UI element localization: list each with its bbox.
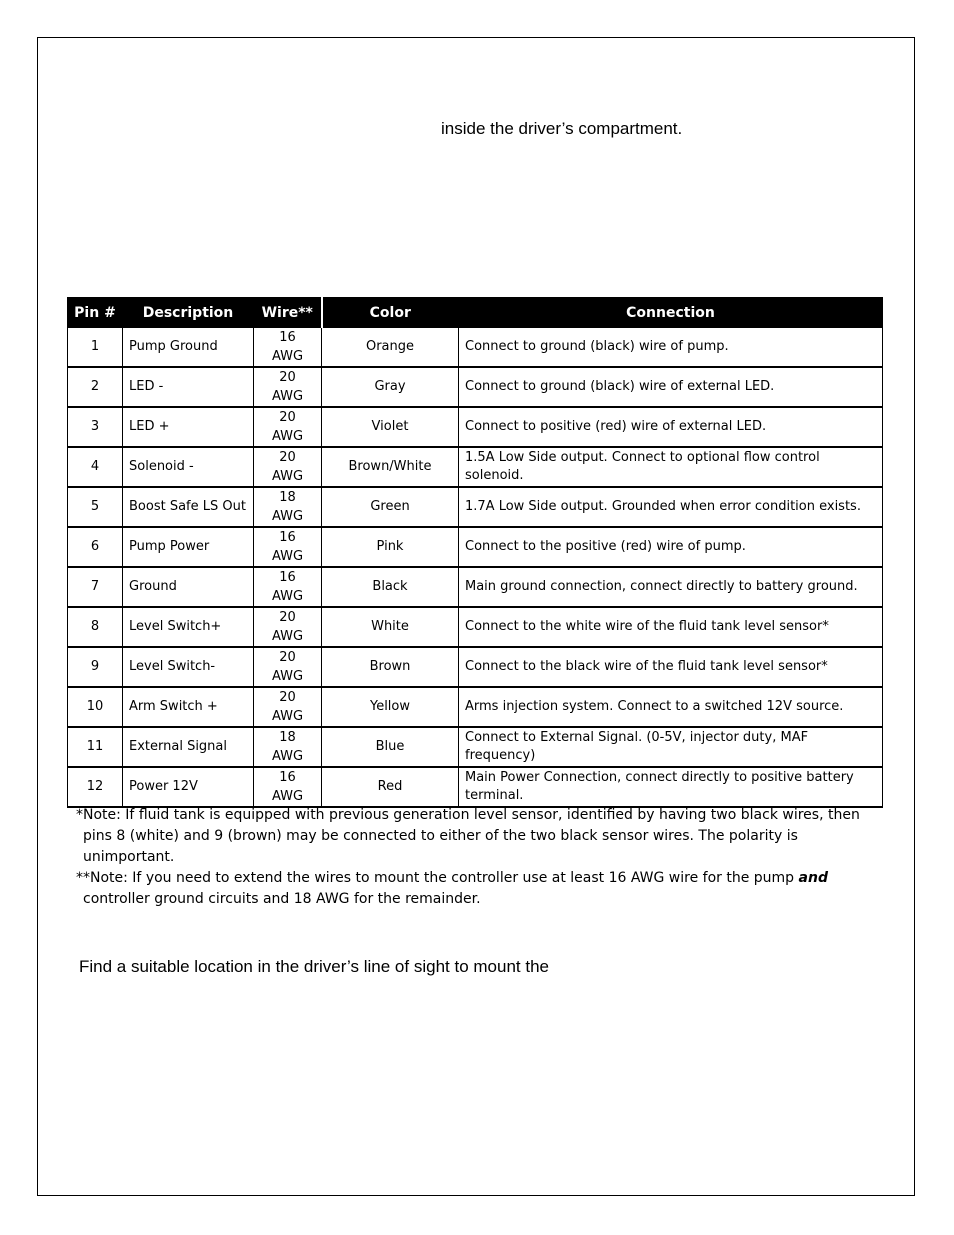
table-row bbox=[68, 407, 883, 447]
table-row bbox=[68, 567, 883, 607]
cell-wire bbox=[254, 607, 322, 647]
table-row bbox=[68, 767, 883, 807]
cell-description: Arm Switch + bbox=[123, 687, 254, 727]
cell-connection: 1.7A Low Side output. Grounded when error condition exists. bbox=[459, 487, 883, 527]
cell-connection: Connect to External Signal. (0-5V, injector duty, MAF frequency) bbox=[459, 727, 883, 767]
cell-wire bbox=[254, 328, 322, 368]
header-description: Description bbox=[123, 298, 254, 328]
header-text: inside the driver’s compartment. bbox=[441, 119, 683, 138]
table-row bbox=[68, 527, 883, 567]
cell-wire bbox=[254, 367, 322, 407]
wire-gauge: 16 bbox=[279, 330, 296, 345]
note-wire-extension-part1: **Note: If you need to extend the wires to mount the controller use at least 16 AWG wire for the pump bbox=[76, 870, 799, 886]
note-wire-extension-emphasis: and bbox=[798, 870, 828, 886]
wire-unit: AWG bbox=[271, 789, 304, 804]
wire-gauge: 20 bbox=[279, 450, 296, 465]
cell-color: Blue bbox=[322, 727, 459, 767]
cell-description: Boost Safe LS Out bbox=[123, 487, 254, 527]
wire-gauge: 20 bbox=[279, 690, 296, 705]
cell-description: LED + bbox=[123, 407, 254, 447]
cell-wire bbox=[254, 527, 322, 567]
header-wire: Wire** bbox=[254, 298, 322, 328]
cell-description: Pump Ground bbox=[123, 328, 254, 368]
wire-unit: AWG bbox=[271, 389, 304, 404]
cell-color: Gray bbox=[322, 367, 459, 407]
cell-pin: 5 bbox=[68, 487, 123, 527]
cell-pin: 11 bbox=[68, 727, 123, 767]
cell-description: Level Switch- bbox=[123, 647, 254, 687]
cell-description: LED - bbox=[123, 367, 254, 407]
header-color: Color bbox=[322, 298, 459, 328]
table-header-row bbox=[68, 298, 883, 328]
notes-section bbox=[76, 805, 876, 910]
cell-connection: Connect to ground (black) wire of external LED. bbox=[459, 367, 883, 407]
wire-gauge: 16 bbox=[279, 770, 296, 785]
cell-color: White bbox=[322, 607, 459, 647]
wire-gauge: 16 bbox=[279, 570, 296, 585]
wire-gauge: 18 bbox=[279, 730, 296, 745]
cell-description: Ground bbox=[123, 567, 254, 607]
cell-wire bbox=[254, 567, 322, 607]
cell-connection: Main ground connection, connect directly to battery ground. bbox=[459, 567, 883, 607]
cell-color: Brown bbox=[322, 647, 459, 687]
cell-connection: Connect to the black wire of the fluid tank level sensor* bbox=[459, 647, 883, 687]
wire-unit: AWG bbox=[271, 349, 304, 364]
cell-color: Brown/White bbox=[322, 447, 459, 487]
wire-gauge: 20 bbox=[279, 650, 296, 665]
wire-gauge: 18 bbox=[279, 490, 296, 505]
cell-pin: 1 bbox=[68, 328, 123, 368]
table-row bbox=[68, 487, 883, 527]
cell-pin: 2 bbox=[68, 367, 123, 407]
table-row bbox=[68, 328, 883, 368]
table-row bbox=[68, 687, 883, 727]
wire-unit: AWG bbox=[271, 629, 304, 644]
table-row bbox=[68, 367, 883, 407]
cell-wire bbox=[254, 407, 322, 447]
wire-unit: AWG bbox=[271, 669, 304, 684]
cell-wire bbox=[254, 447, 322, 487]
cell-connection: 1.5A Low Side output. Connect to optional flow control solenoid. bbox=[459, 447, 883, 487]
cell-pin: 8 bbox=[68, 607, 123, 647]
note-level-sensor: *Note: If fluid tank is equipped with previous generation level sensor, identified by having two black wires, then pins 8 (white) and 9 (brown) may be connected to either of the two black sensor wires. The polarity is unimportant. bbox=[76, 807, 860, 865]
wire-unit: AWG bbox=[271, 709, 304, 724]
wire-gauge: 16 bbox=[279, 530, 296, 545]
cell-connection: Connect to ground (black) wire of pump. bbox=[459, 328, 883, 368]
table-row bbox=[68, 607, 883, 647]
wire-unit: AWG bbox=[271, 469, 304, 484]
note-wire-extension bbox=[76, 868, 876, 910]
cell-description: Power 12V bbox=[123, 767, 254, 807]
table-row bbox=[68, 447, 883, 487]
cell-wire bbox=[254, 767, 322, 807]
wire-unit: AWG bbox=[271, 749, 304, 764]
wire-gauge: 20 bbox=[279, 410, 296, 425]
cell-connection: Main Power Connection, connect directly to positive battery terminal. bbox=[459, 767, 883, 807]
wire-gauge: 20 bbox=[279, 370, 296, 385]
cell-pin: 10 bbox=[68, 687, 123, 727]
wire-unit: AWG bbox=[271, 589, 304, 604]
wire-gauge: 20 bbox=[279, 610, 296, 625]
cell-description: Pump Power bbox=[123, 527, 254, 567]
footer-text: Find a suitable location in the driver’s line of sight to mount the bbox=[79, 957, 549, 976]
cell-color: Pink bbox=[322, 527, 459, 567]
header-pin: Pin # bbox=[68, 298, 123, 328]
cell-pin: 4 bbox=[68, 447, 123, 487]
pinout-table bbox=[67, 297, 883, 808]
cell-description: Solenoid - bbox=[123, 447, 254, 487]
wire-unit: AWG bbox=[271, 549, 304, 564]
cell-wire bbox=[254, 487, 322, 527]
cell-connection: Connect to positive (red) wire of external LED. bbox=[459, 407, 883, 447]
cell-color: Violet bbox=[322, 407, 459, 447]
cell-wire bbox=[254, 727, 322, 767]
cell-color: Green bbox=[322, 487, 459, 527]
wire-unit: AWG bbox=[271, 429, 304, 444]
cell-color: Red bbox=[322, 767, 459, 807]
cell-color: Yellow bbox=[322, 687, 459, 727]
cell-connection: Arms injection system. Connect to a switched 12V source. bbox=[459, 687, 883, 727]
cell-color: Black bbox=[322, 567, 459, 607]
cell-wire bbox=[254, 647, 322, 687]
table-row bbox=[68, 727, 883, 767]
cell-pin: 9 bbox=[68, 647, 123, 687]
wire-unit: AWG bbox=[271, 509, 304, 524]
cell-pin: 7 bbox=[68, 567, 123, 607]
note-wire-extension-part2: controller ground circuits and 18 AWG for the remainder. bbox=[83, 891, 481, 907]
cell-color: Orange bbox=[322, 328, 459, 368]
header-connection: Connection bbox=[459, 298, 883, 328]
table-row bbox=[68, 647, 883, 687]
cell-connection: Connect to the positive (red) wire of pump. bbox=[459, 527, 883, 567]
cell-connection: Connect to the white wire of the fluid tank level sensor* bbox=[459, 607, 883, 647]
cell-description: Level Switch+ bbox=[123, 607, 254, 647]
cell-description: External Signal bbox=[123, 727, 254, 767]
table-body bbox=[68, 328, 883, 808]
cell-pin: 3 bbox=[68, 407, 123, 447]
cell-wire bbox=[254, 687, 322, 727]
cell-pin: 12 bbox=[68, 767, 123, 807]
cell-pin: 6 bbox=[68, 527, 123, 567]
